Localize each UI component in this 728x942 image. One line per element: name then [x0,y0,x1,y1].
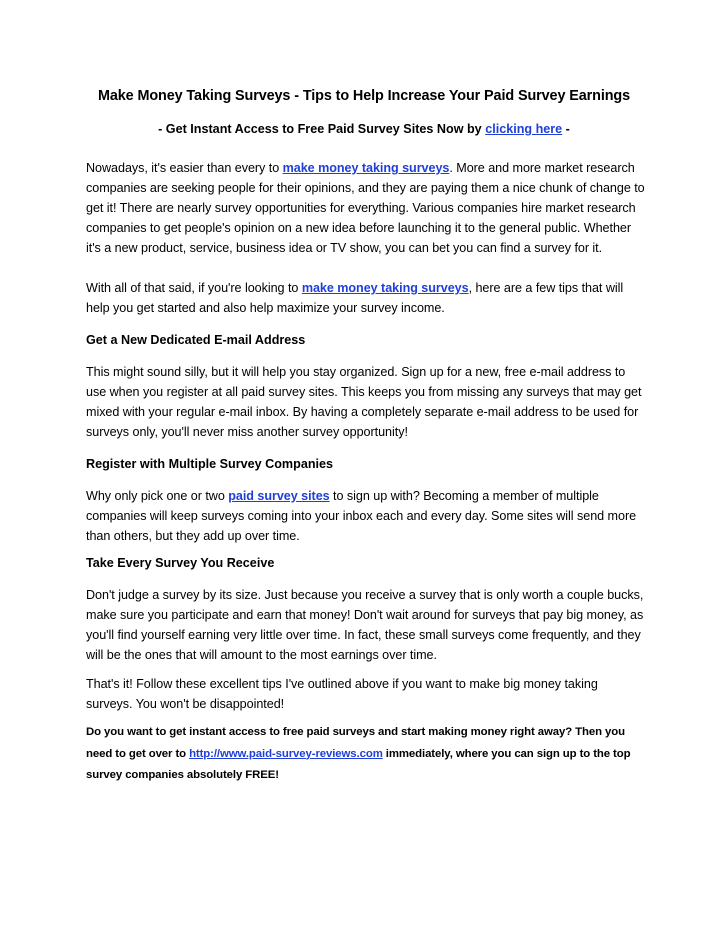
take-every-paragraph: Don't judge a survey by its size. Just because you receive a survey that is only worth a couple bucks, make sure you participate and earn that money! Don't wait around for surveys that pay big money, as you'll find yourself earning very little over time. In fact, these small surveys come frequently, and they will be the ones that will amount to the most earnings over time. [86,588,644,662]
tips-intro-before: With all of that said, if you're looking to [86,281,302,295]
section-heading-take-every: Take Every Survey You Receive [86,556,275,570]
clicking-here-link[interactable]: clicking here [485,122,563,136]
intro-paragraph [86,158,646,258]
register-paragraph [86,486,646,546]
intro-text-before: Nowadays, it's easier than every to [86,161,283,175]
section-heading-email: Get a New Dedicated E-mail Address [86,333,306,347]
closing-text-after: immediately, where you can sign up to the top survey companies absolutely FREE! [86,747,631,781]
page-title: Make Money Taking Surveys - Tips to Help Increase Your Paid Survey Earnings [97,88,631,104]
intro-text-after: . More and more market research companies are seeking people for their opinions, and they are paying them a nice chunk of change to get it! There are nearly survey opportunities for everything. Various companies hire market research companies to get people's opinion on a new idea before launching it to the general public. Whether it's a new product, service, business idea or TV show, you can bet you can find a survey for it. [86,161,645,255]
conclusion-paragraph: That's it! Follow these excellent tips I've outlined above if you want to make big money taking surveys. You won't be disappointed! [86,677,598,711]
email-paragraph: This might sound silly, but it will help you stay organized. Sign up for a new, free e-mail address to use when you register at all paid survey sites. This keeps you from missing any surveys that may get mixed with your regular e-mail inbox. By having a completely separate e-mail address to be used for surveys only, you'll never miss another survey opportunity! [86,365,642,439]
paid-survey-reviews-link[interactable]: http://www.paid-survey-reviews.com [189,747,383,760]
subtitle-text-before: - Get Instant Access to Free Paid Survey Sites Now by [158,122,486,136]
closing-text-before: Do you want to get instant access to free paid surveys and start making money right away? Then you need to get over to [86,726,625,760]
paid-survey-sites-link[interactable]: paid survey sites [228,489,330,503]
register-text-before: Why only pick one or two [86,489,229,503]
section-heading-register: Register with Multiple Survey Companies [86,457,334,471]
make-money-link-1[interactable]: make money taking surveys [282,161,450,175]
subtitle-text-after: - [562,122,570,136]
subtitle [0,122,728,136]
tips-intro-paragraph [86,278,646,318]
tips-intro-after: , here are a few tips that will help you get started and also help maximize your survey income. [86,281,624,315]
make-money-link-2[interactable]: make money taking surveys [301,281,469,295]
register-text-after: to sign up with? Becoming a member of multiple companies will keep surveys coming into your inbox each and every day. Some sites will send more than others, but they add up over time. [86,489,637,543]
closing-call-to-action [86,722,652,787]
